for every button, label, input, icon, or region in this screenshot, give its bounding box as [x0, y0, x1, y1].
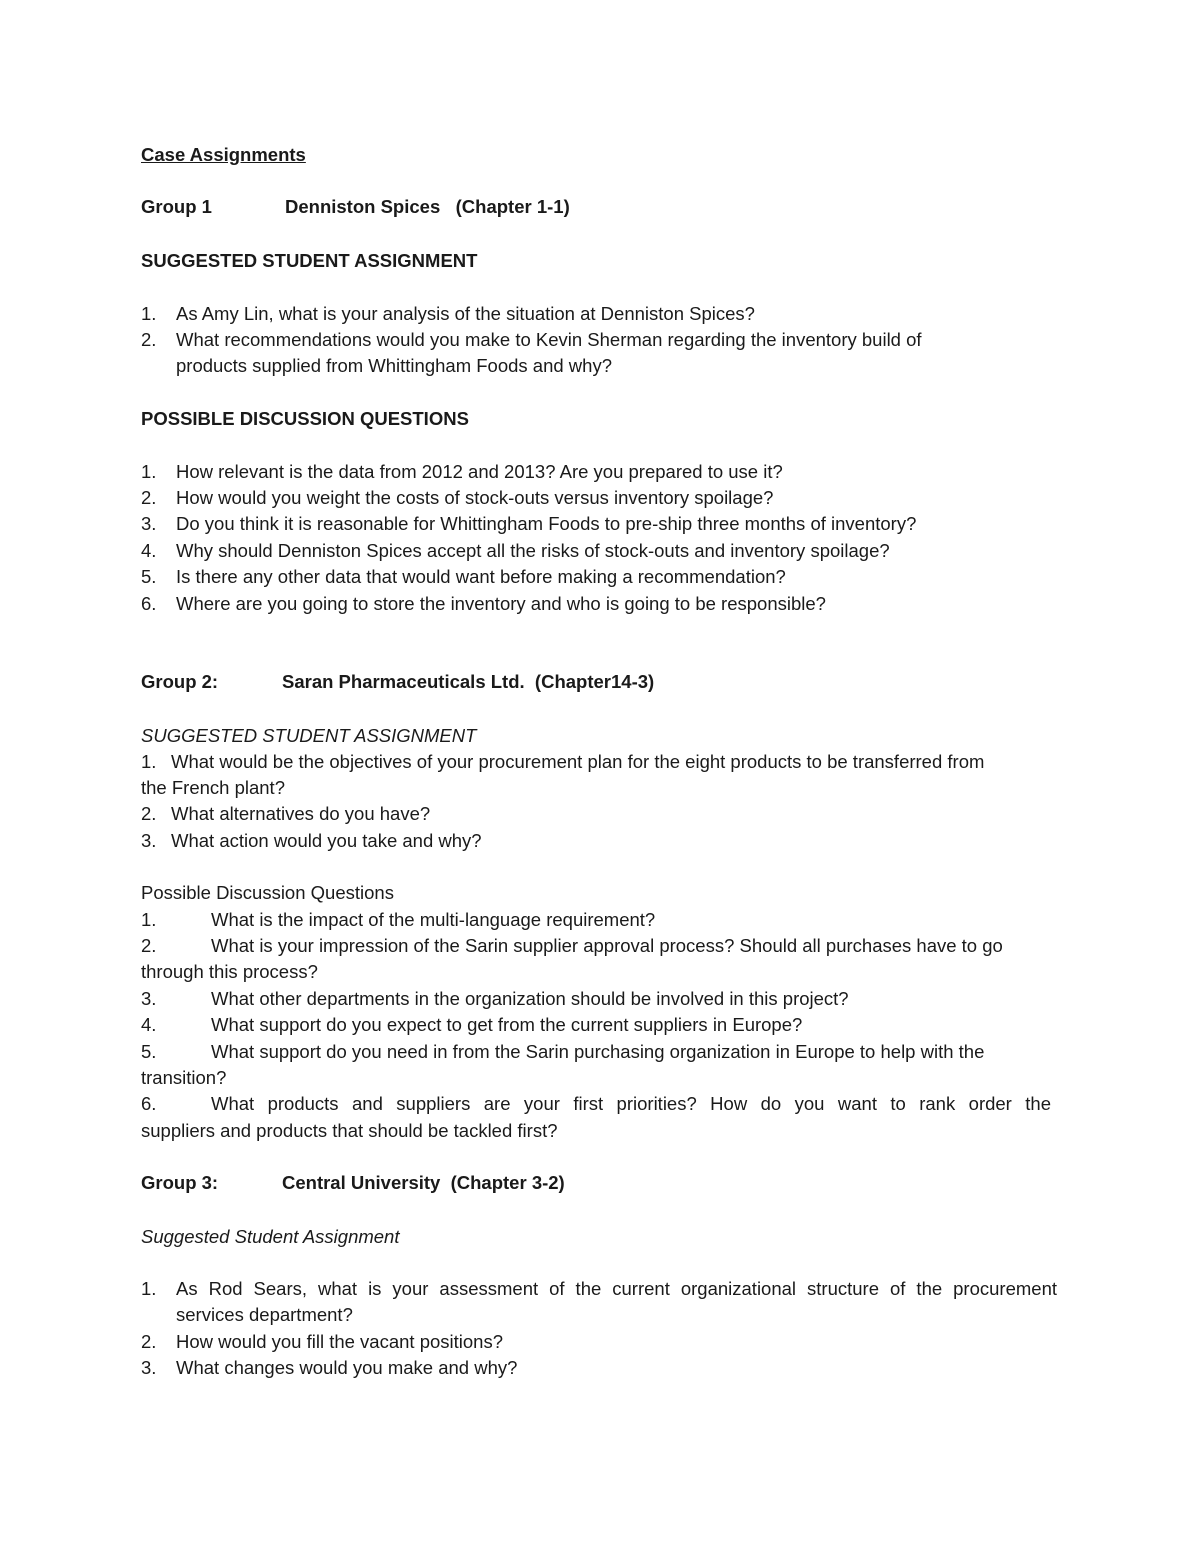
- group1-discussion-item: 6. Where are you going to store the inventory and who is going to be responsible?: [141, 593, 826, 614]
- group2-discussion-item-continuation: transition?: [141, 1067, 227, 1088]
- group1-assignment-item: 1. As Amy Lin, what is your analysis of the situation at Denniston Spices?: [141, 303, 755, 324]
- group1-case-name: Denniston Spices (Chapter 1-1): [285, 196, 570, 217]
- group2-discussion-item-continuation: through this process?: [141, 961, 318, 982]
- group2-discussion-item: 2. What is your impression of the Sarin supplier approval process? Should all purchases have to go: [141, 935, 1003, 956]
- group2-assignment-heading: SUGGESTED STUDENT ASSIGNMENT: [141, 725, 477, 746]
- group1-discussion-item: 3. Do you think it is reasonable for Whittingham Foods to pre-ship three months of inventory?: [141, 513, 917, 534]
- group2-discussion-item-continuation: suppliers and products that should be tackled first?: [141, 1120, 558, 1141]
- group2-discussion-item: 6. What products and suppliers are your first priorities? How do you want to rank order the: [141, 1093, 1051, 1114]
- group1-assignment-item: 2. What recommendations would you make to Kevin Sherman regarding the inventory build of: [141, 329, 922, 350]
- group3-label: Group 3:: [141, 1172, 219, 1193]
- group2-discussion-item: 3. What other departments in the organization should be involved in this project?: [141, 988, 849, 1009]
- group2-case-name: Saran Pharmaceuticals Ltd. (Chapter14-3): [282, 671, 655, 692]
- group3-assignment-heading: Suggested Student Assignment: [141, 1226, 400, 1247]
- group1-discussion-item: 2. How would you weight the costs of stock-outs versus inventory spoilage?: [141, 487, 774, 508]
- group3-assignment-item: 2. How would you fill the vacant positions?: [141, 1331, 504, 1352]
- group2-label: Group 2:: [141, 671, 219, 692]
- group2-assignment-item: 2. What alternatives do you have?: [141, 803, 431, 824]
- group2-assignment-item: 3. What action would you take and why?: [141, 830, 482, 851]
- group3-heading: [141, 1170, 1041, 1196]
- group1-heading: [141, 194, 1041, 220]
- group1-discussion-item: 4. Why should Denniston Spices accept all the risks of stock-outs and inventory spoilage?: [141, 540, 890, 561]
- group1-label: Group 1: [141, 196, 212, 217]
- group1-discussion-item: 1. How relevant is the data from 2012 and 2013? Are you prepared to use it?: [141, 461, 783, 482]
- group2-assignment-item-continuation: the French plant?: [141, 777, 285, 798]
- group3-assignment-item-continuation: services department?: [176, 1304, 353, 1325]
- group2-discussion-item: 1. What is the impact of the multi-language requirement?: [141, 909, 656, 930]
- page-title: Case Assignments: [141, 144, 306, 165]
- group2-discussion-item: 5. What support do you need in from the Sarin purchasing organization in Europe to help with the: [141, 1041, 985, 1062]
- group3-assignment-item: 3. What changes would you make and why?: [141, 1357, 518, 1378]
- group1-assignment-heading: SUGGESTED STUDENT ASSIGNMENT: [141, 250, 478, 271]
- group2-assignment-item: 1. What would be the objectives of your procurement plan for the eight products to be transferred from: [141, 751, 985, 772]
- group2-discussion-heading: Possible Discussion Questions: [141, 882, 394, 903]
- group1-discussion-item: 5. Is there any other data that would want before making a recommendation?: [141, 566, 786, 587]
- group3-assignment-item: 1. As Rod Sears, what is your assessment of the current organizational structure of the procurement: [141, 1278, 1057, 1299]
- group1-discussion-heading: POSSIBLE DISCUSSION QUESTIONS: [141, 408, 469, 429]
- group2-heading: [141, 669, 1041, 695]
- group1-assignment-item-continuation: products supplied from Whittingham Foods and why?: [176, 355, 612, 376]
- group3-case-name: Central University (Chapter 3-2): [282, 1172, 565, 1193]
- group2-discussion-item: 4. What support do you expect to get from the current suppliers in Europe?: [141, 1014, 803, 1035]
